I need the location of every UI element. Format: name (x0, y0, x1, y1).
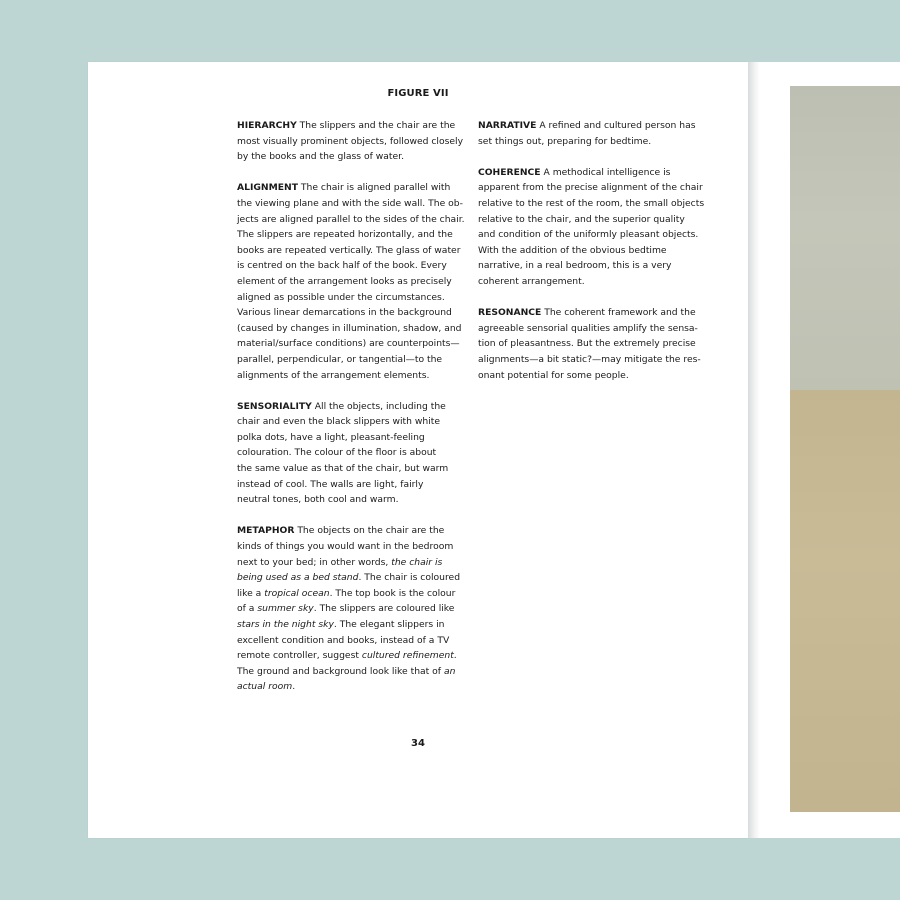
text-line (237, 368, 469, 384)
text-line (237, 414, 469, 430)
text-line (237, 305, 469, 321)
paragraph-heading: ALIGNMENT (237, 182, 298, 194)
text-segment: the same value as that of the chair, but warm (237, 463, 449, 475)
text-line (478, 258, 710, 274)
text-segment: The slippers are repeated horizontally, and the (237, 229, 453, 241)
text-segment: parallel, perpendicular, or tangential—to the (237, 353, 443, 365)
text-line (478, 336, 710, 352)
text-line (237, 523, 469, 539)
right-text-column (478, 118, 710, 399)
text-line (237, 321, 469, 337)
text-line (237, 664, 469, 680)
text-line (237, 586, 469, 602)
text-line (237, 352, 469, 368)
text-segment: relative to the chair, and the superior quality (478, 213, 685, 225)
text-segment: A methodical intelligence is (543, 166, 671, 178)
text-segment: The ground and background look like that of (237, 665, 444, 677)
text-line (237, 601, 469, 617)
text-segment: kinds of things you would want in the bedroom (237, 541, 454, 553)
text-segment: coherent arrangement. (478, 275, 585, 287)
room-photograph (790, 86, 900, 812)
text-segment: material/surface conditions) are counterpoints— (237, 338, 460, 350)
text-line (237, 258, 469, 274)
text-line (237, 118, 469, 134)
paragraph-alignment (237, 180, 469, 383)
text-segment: The chair is aligned parallel with (300, 182, 451, 194)
italic-phrase: actual room (237, 681, 293, 693)
paragraph-heading: COHERENCE (478, 166, 541, 178)
text-segment: excellent condition and books, instead of a TV (237, 634, 450, 646)
italic-phrase: the chair is (391, 556, 443, 568)
paragraph-heading: RESONANCE (478, 307, 542, 319)
paragraph-resonance (478, 305, 710, 383)
text-line (237, 555, 469, 571)
text-line (237, 243, 469, 259)
italic-phrase: being used as a bed stand (237, 572, 359, 584)
text-line (478, 196, 710, 212)
text-line (237, 180, 469, 196)
text-segment: set things out, preparing for bedtime. (478, 135, 652, 147)
paragraph-heading: NARRATIVE (478, 120, 537, 131)
text-segment: books are repeated vertically. The glass of water (237, 244, 461, 256)
text-line (237, 570, 469, 586)
figure-title: FIGURE VII (387, 88, 449, 99)
text-line (478, 180, 710, 196)
text-segment: onant potential for some people. (478, 369, 629, 381)
text-segment: by the books and the glass of water. (237, 151, 405, 163)
text-line (237, 399, 469, 415)
paragraph-coherence (478, 165, 710, 290)
text-segment: relative to the rest of the room, the small objects (478, 197, 705, 209)
text-line (478, 321, 710, 337)
text-line (237, 274, 469, 290)
text-line (237, 227, 469, 243)
text-line (478, 165, 710, 181)
text-line (237, 492, 469, 508)
paragraph-narrative (478, 118, 710, 149)
text-line (237, 679, 469, 695)
text-segment: The coherent framework and the (544, 307, 696, 319)
text-segment: . The chair is coloured (358, 572, 461, 584)
text-segment: apparent from the precise alignment of the chair (478, 182, 703, 194)
italic-phrase: stars in the night sky (237, 619, 334, 630)
text-segment: most visually prominent objects, followed closely (237, 135, 464, 147)
text-segment: neutral tones, both cool and warm. (237, 494, 399, 506)
paragraph-metaphor (237, 523, 469, 695)
text-segment: The slippers and the chair are the (299, 120, 456, 131)
text-line (237, 290, 469, 306)
text-line (237, 445, 469, 461)
text-line (237, 196, 469, 212)
text-segment: jects are aligned parallel to the sides of the chair. (237, 213, 465, 225)
text-line (478, 227, 710, 243)
text-line (478, 212, 710, 228)
text-segment: . The top book is the colour (329, 587, 456, 599)
text-segment: All the objects, including the (314, 400, 446, 412)
text-segment: . (292, 681, 296, 693)
text-line (237, 149, 469, 165)
text-segment: alignments of the arrangement elements. (237, 369, 430, 381)
text-line (478, 274, 710, 290)
text-line (478, 134, 710, 150)
text-segment: element of the arrangement looks as precisely (237, 275, 452, 287)
paragraph-hierarchy (237, 118, 469, 165)
text-segment: is centred on the back half of the book. Every (237, 260, 447, 272)
text-line (237, 477, 469, 493)
italic-phrase: an (443, 665, 456, 677)
text-line (478, 352, 710, 368)
text-line (237, 212, 469, 228)
text-segment: polka dots, have a light, pleasant-feeling (237, 431, 425, 443)
text-line (237, 633, 469, 649)
paragraph-heading: HIERARCHY (237, 120, 297, 131)
text-segment: . (453, 650, 457, 662)
italic-phrase: summer sky (257, 603, 314, 615)
paragraph-heading: SENSORIALITY (237, 400, 312, 412)
text-segment: The objects on the chair are the (297, 525, 445, 537)
text-line (237, 430, 469, 446)
text-segment: aligned as possible under the circumstances. (237, 291, 445, 303)
text-line (478, 368, 710, 384)
text-segment: chair and even the black slippers with white (237, 416, 440, 428)
text-segment: Various linear demarcations in the background (237, 307, 452, 319)
text-segment: agreeable sensorial qualities amplify the sensa- (478, 322, 698, 334)
italic-phrase: cultured refinement (361, 650, 454, 662)
text-segment: A refined and cultured person has (539, 120, 696, 131)
text-segment: . The elegant slippers in (333, 619, 445, 630)
book-gutter (748, 62, 760, 838)
text-segment: colouration. The colour of the floor is about (237, 447, 437, 459)
text-segment: (caused by changes in illumination, shadow, and (237, 322, 462, 334)
text-line (478, 243, 710, 259)
text-line (478, 305, 710, 321)
text-segment: instead of cool. The walls are light, fairly (237, 478, 424, 490)
text-segment: narrative, in a real bedroom, this is a very (478, 260, 672, 272)
text-line (237, 648, 469, 664)
paragraph-heading: METAPHOR (237, 525, 295, 537)
text-segment: of a (237, 603, 258, 615)
text-line (237, 336, 469, 352)
text-line (237, 461, 469, 477)
page-number: 34 (411, 738, 425, 749)
paragraph-sensoriality (237, 399, 469, 508)
text-segment: and condition of the uniformly pleasant objects. (478, 229, 699, 241)
text-segment: like a (237, 587, 265, 599)
text-segment: tion of pleasantness. But the extremely precise (478, 338, 696, 350)
left-text-column (237, 118, 469, 711)
text-segment: next to your bed; in other words, (237, 556, 392, 568)
text-segment: . The slippers are coloured like (313, 603, 455, 615)
text-segment: the viewing plane and with the side wall. The ob- (237, 197, 463, 209)
text-line (237, 617, 469, 633)
text-segment: With the addition of the obvious bedtime (478, 244, 667, 256)
text-line (478, 118, 710, 134)
text-line (237, 134, 469, 150)
text-line (237, 539, 469, 555)
text-segment: alignments—a bit static?—may mitigate the res- (478, 353, 701, 365)
text-segment: remote controller, suggest (237, 650, 362, 662)
photo-wall-area (790, 86, 900, 390)
italic-phrase: tropical ocean (264, 587, 330, 599)
